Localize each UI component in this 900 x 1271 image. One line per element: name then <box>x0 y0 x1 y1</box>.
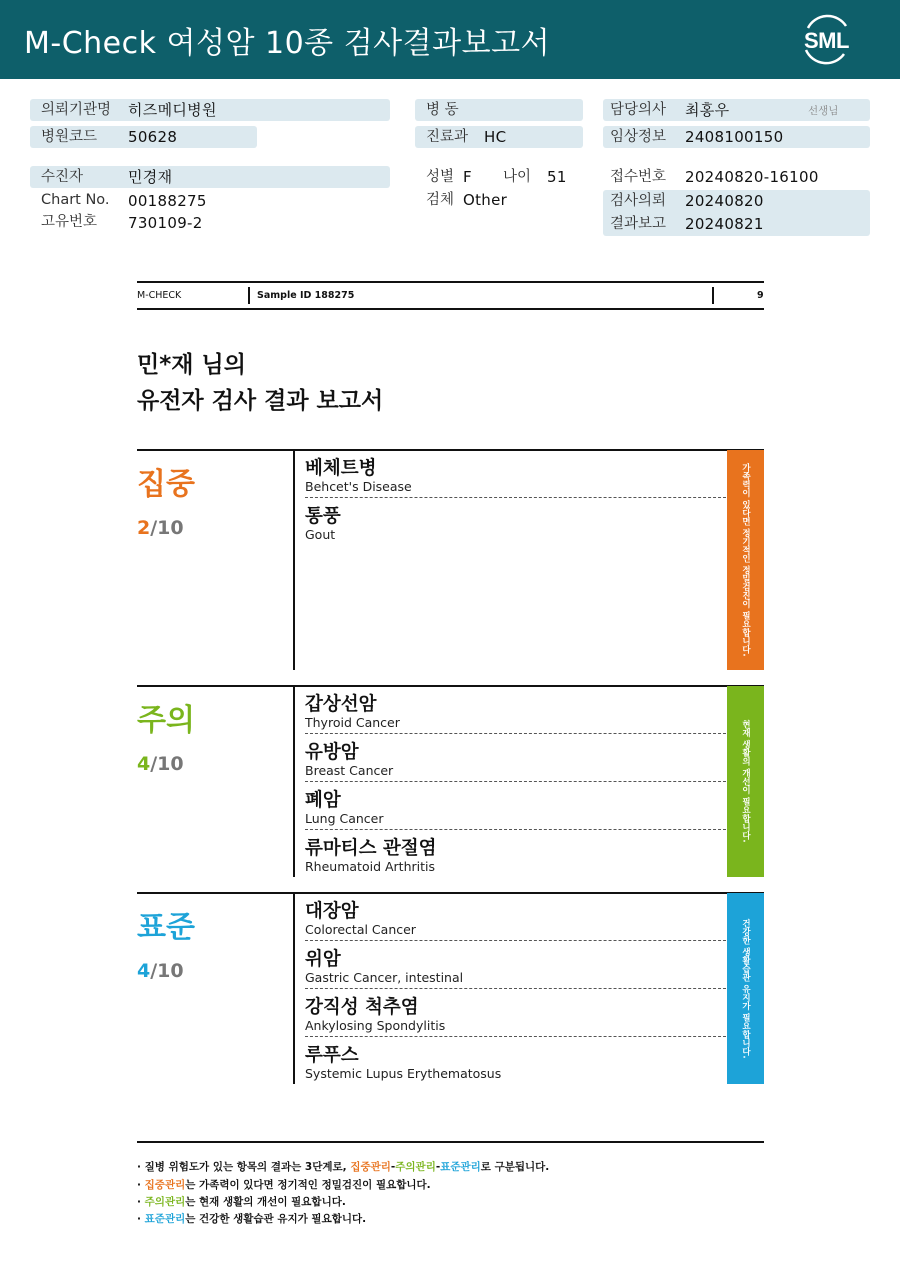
specimen-label: 검체 <box>426 192 455 208</box>
receipt-label: 접수번호 <box>610 169 667 185</box>
category-count-number: 4 <box>137 960 151 982</box>
category-top-rule <box>137 892 764 894</box>
receipt-value: 20240820-16100 <box>685 168 819 186</box>
footer-rule <box>137 1141 764 1143</box>
category-side-text: 현재 생활의 개선이 필요합니다. <box>740 720 751 843</box>
chart-value: 00188275 <box>128 192 207 210</box>
report-top-rule <box>137 281 764 283</box>
disease-name-en: Gastric Cancer, intestinal <box>305 970 464 985</box>
page-number: 9 <box>757 290 764 301</box>
age-value: 51 <box>547 168 567 186</box>
disease-name-ko: 위암 <box>305 949 341 970</box>
disease-name-ko: 루푸스 <box>305 1045 359 1066</box>
category-count <box>137 517 184 539</box>
dept-value: HC <box>484 128 507 146</box>
category-side-strip <box>727 686 764 877</box>
category-name: 표준 <box>137 910 195 945</box>
note-4: · 표준관리는 건강한 생활습관 유지가 필요합니다. <box>137 1213 367 1225</box>
specimen-value: Other <box>463 191 508 209</box>
disease-name-en: Systemic Lupus Erythematosus <box>305 1066 502 1081</box>
code-label: 병원코드 <box>41 129 98 145</box>
item-divider <box>305 988 726 989</box>
disease-name-ko: 류마티스 관절염 <box>305 838 437 859</box>
category-top-rule <box>137 449 764 451</box>
disease-name-en: Rheumatoid Arthritis <box>305 859 435 874</box>
category-side-text: 건강한 생활습관 유지가 필요합니다. <box>740 918 751 1059</box>
clinical-label: 임상정보 <box>610 129 667 145</box>
disease-name-ko: 베체트병 <box>305 458 377 479</box>
dept-label: 진료과 <box>426 129 469 145</box>
age-label: 나이 <box>503 169 532 185</box>
logo-text: SML <box>804 28 849 53</box>
item-divider <box>305 1036 726 1037</box>
sml-logo <box>796 12 854 66</box>
disease-name-en: Lung Cancer <box>305 811 384 826</box>
category-count-total: /10 <box>150 753 184 775</box>
item-divider <box>305 497 726 498</box>
disease-name-ko: 폐암 <box>305 790 341 811</box>
sample-id: Sample ID 188275 <box>257 290 355 301</box>
sex-value: F <box>463 168 472 186</box>
doctor-label: 담당의사 <box>610 102 667 118</box>
result-label: 결과보고 <box>610 216 667 232</box>
hospital-label: 의뢰기관명 <box>41 102 112 118</box>
item-divider <box>305 781 726 782</box>
request-label: 검사의뢰 <box>610 193 667 209</box>
category-divider <box>293 449 295 670</box>
category-name: 주의 <box>137 703 195 738</box>
disease-name-ko: 강직성 척추염 <box>305 997 419 1018</box>
patient-bar <box>30 166 390 188</box>
clinical-value: 2408100150 <box>685 128 784 146</box>
header-separator-1 <box>248 287 250 304</box>
item-divider <box>305 829 726 830</box>
category-divider <box>293 892 295 1084</box>
note-3: · 주의관리는 현재 생활의 개선이 필요합니다. <box>137 1196 346 1208</box>
report-title-line2: 유전자 검사 결과 보고서 <box>137 388 384 414</box>
report-title-line1: 민*재 님의 <box>137 352 246 378</box>
disease-name-en: Ankylosing Spondylitis <box>305 1018 446 1033</box>
disease-name-ko: 유방암 <box>305 742 359 763</box>
note-2: · 집중관리는 가족력이 있다면 정기적인 정밀검진이 필요합니다. <box>137 1179 431 1191</box>
disease-name-en: Gout <box>305 527 336 542</box>
disease-name-en: Colorectal Cancer <box>305 922 416 937</box>
disease-name-en: Breast Cancer <box>305 763 394 778</box>
category-side-strip <box>727 450 764 670</box>
header-separator-2 <box>712 287 714 304</box>
disease-name-ko: 통풍 <box>305 506 341 527</box>
category-side-text: 가족력이 있다면 정기적인 정밀검진이 필요합니다. <box>740 463 751 657</box>
disease-name-en: Behcet's Disease <box>305 479 412 494</box>
item-divider <box>305 940 726 941</box>
disease-name-ko: 갑상선암 <box>305 694 377 715</box>
doctor-suffix: 선생님 <box>808 105 839 117</box>
patient-value: 민경재 <box>128 168 173 186</box>
category-count-total: /10 <box>150 517 184 539</box>
disease-name-en: Thyroid Cancer <box>305 715 400 730</box>
category-count <box>137 960 184 982</box>
result-value: 20240821 <box>685 215 764 233</box>
category-divider <box>293 685 295 877</box>
report-header <box>0 0 900 79</box>
id-label: 고유번호 <box>41 214 98 230</box>
category-count <box>137 753 184 775</box>
patient-label: 수진자 <box>41 169 84 185</box>
category-count-number: 4 <box>137 753 151 775</box>
chart-label: Chart No. <box>41 192 110 208</box>
ward-label: 병 동 <box>426 102 459 118</box>
category-top-rule <box>137 685 764 687</box>
item-divider <box>305 733 726 734</box>
category-name: 집중 <box>137 467 195 502</box>
disease-name-ko: 대장암 <box>305 901 359 922</box>
code-value: 50628 <box>128 128 178 146</box>
id-value: 730109-2 <box>128 214 203 232</box>
report-sub-rule <box>137 308 764 310</box>
report-brand: M-CHECK <box>137 290 182 301</box>
request-value: 20240820 <box>685 192 764 210</box>
category-side-strip <box>727 893 764 1084</box>
category-count-number: 2 <box>137 517 151 539</box>
report-header-title: M-Check 여성암 10종 검사결과보고서 <box>24 26 551 61</box>
doctor-value: 최홍우 <box>685 101 730 119</box>
note-1: · 질병 위험도가 있는 항목의 결과는 3단계로, 집중관리-주의관리-표준관리로 구분됩니다. <box>137 1161 550 1173</box>
sex-label: 성별 <box>426 169 455 185</box>
hospital-value: 히즈메디병원 <box>128 101 217 119</box>
category-count-total: /10 <box>150 960 184 982</box>
